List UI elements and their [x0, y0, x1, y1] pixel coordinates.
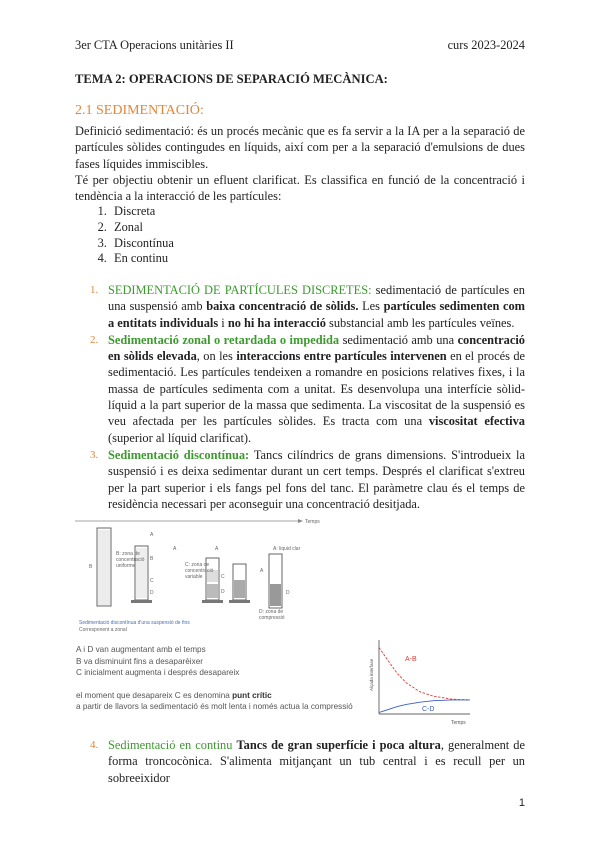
batch-sedimentation-diagram [73, 514, 323, 636]
interface-height-chart [365, 636, 475, 728]
svg-text:uniforme: uniforme [116, 563, 136, 569]
item-discrete: 1. SEDIMENTACIÓ DE PARTÍCULES DISCRETES: sedimentació de partícules en una suspensió amb baixa concentració de sòlids. Les partícules sedimenten com a entitats individuals i no hi ha interacció substancial amb les partícules veïnes. [90, 283, 525, 330]
item-discontinuous: 3. Sedimentació discontínua: Tancs cilíndrics de grans dimensions. S'introdueix la suspensió i es deixa sedimentar durant un cert temps. Després el clarificat s'extreu per la part superior i els fangs pel fons del tanc. El paràmetre clau és el temps de residència necessari per aconseguir una concentració desitjada. [90, 447, 525, 511]
label-d: D [286, 590, 290, 596]
item-zonal: 2. Sedimentació zonal o retardada o impedida sedimentació amb una concentració en sòlids elevada, on les interaccions entre partícules intervenen en el procés de sedimentació. Les partícules tendeixen a romandre en posicions relatives fixes, i la massa de partícules sedimenta com a unitat. Es desenvolupa una interfície sòlid-líquid a la part superior de la massa que sedimenta. La viscositat de la suspensió es veu afectada per les partícules sòlides. Es tracta com una viscositat efectiva (superior al líquid clarificat). [90, 332, 526, 445]
note-line: B va disminuint fins a desaparèixer [76, 656, 203, 666]
definition-paragraph: Definició sedimentació: és un procés mecànic que es fa servir a la IA per a la separació de partícules sòlides contingudes en líquids, així com per a la separació d'emulsions de dues fases líquides immiscibles. [75, 124, 525, 171]
series-label-a-b: A-B [405, 656, 417, 663]
note-line: a partir de llavors la sedimentació és molt lenta i només actua la compressió [76, 702, 353, 711]
item-number: 1. [90, 284, 99, 296]
header-left: 3er CTA Operacions unitàries II [75, 38, 234, 52]
svg-text:B: zona de: B: zona de [116, 551, 140, 557]
label-a: A [150, 532, 154, 538]
label-b: B [89, 564, 93, 570]
svg-text:concentració: concentració [116, 557, 145, 563]
label-d: D [150, 590, 154, 596]
diagram-caption-2: Corresponent a zonal [79, 627, 127, 633]
svg-text:concentració: concentració [185, 568, 214, 574]
label-d: D [221, 589, 225, 595]
y-axis-label: Alçada interfase [369, 658, 374, 691]
page-number: 1 [518, 797, 525, 809]
svg-text:compressió: compressió [259, 615, 285, 621]
list-item: 3. Discontínua [110, 236, 174, 252]
item-number: 3. [90, 448, 99, 461]
header-right: curs 2023-2024 [447, 38, 525, 52]
list-item: 1. Discreta [110, 204, 174, 220]
svg-text:D: zona de: D: zona de [259, 609, 284, 615]
zone-notes [76, 644, 353, 713]
item-continuous: 4. Sedimentació en continu Tancs de gran superfície i poca altura, generalment de forma troncocònica. S'alimenta mitjançant un tub central i es recull per un sobreeixidor [90, 738, 525, 785]
list-item: 2. Zonal [110, 220, 174, 236]
label-c: C [221, 574, 225, 580]
label-a: A [215, 546, 219, 552]
section-heading: 2.1 SEDIMENTACIÓ: [75, 103, 204, 118]
note-line: el moment que desapareix C es denomina punt crític [76, 690, 272, 700]
page-title: TEMA 2: OPERACIONS DE SEPARACIÓ MECÀNICA: [75, 72, 388, 86]
series-line-a-b [379, 647, 470, 700]
label-a: A [173, 546, 177, 552]
note-line: C inicialment augmenta i després desapareix [76, 668, 240, 677]
series-label-c-d: C-D [422, 706, 435, 713]
types-list [75, 204, 174, 267]
label-a: A [260, 568, 264, 574]
label-b: B [150, 556, 154, 562]
list-item: 4. En continu [110, 251, 174, 267]
clear-liquid-label: A: liquid clar [273, 546, 301, 552]
label-c: C [150, 578, 154, 584]
svg-text:variable: variable [185, 574, 203, 580]
note-line: A i D van augmentant amb el temps [76, 645, 206, 654]
objective-paragraph: Té per objectiu obtenir un efluent clarificat. Es classifica en funció de la concentració i tendència a la interacció de les partícules: [75, 173, 525, 204]
sedimentation-types [92, 282, 525, 512]
time-axis-label: Temps [305, 519, 320, 525]
item-number: 2. [90, 333, 99, 346]
item-number: 4. [90, 739, 99, 751]
diagram-caption: Sedimentació discontínua d'una suspensió de fins [79, 620, 190, 626]
svg-text:C: zona de: C: zona de [185, 562, 210, 568]
x-axis-label: Temps [451, 720, 466, 726]
